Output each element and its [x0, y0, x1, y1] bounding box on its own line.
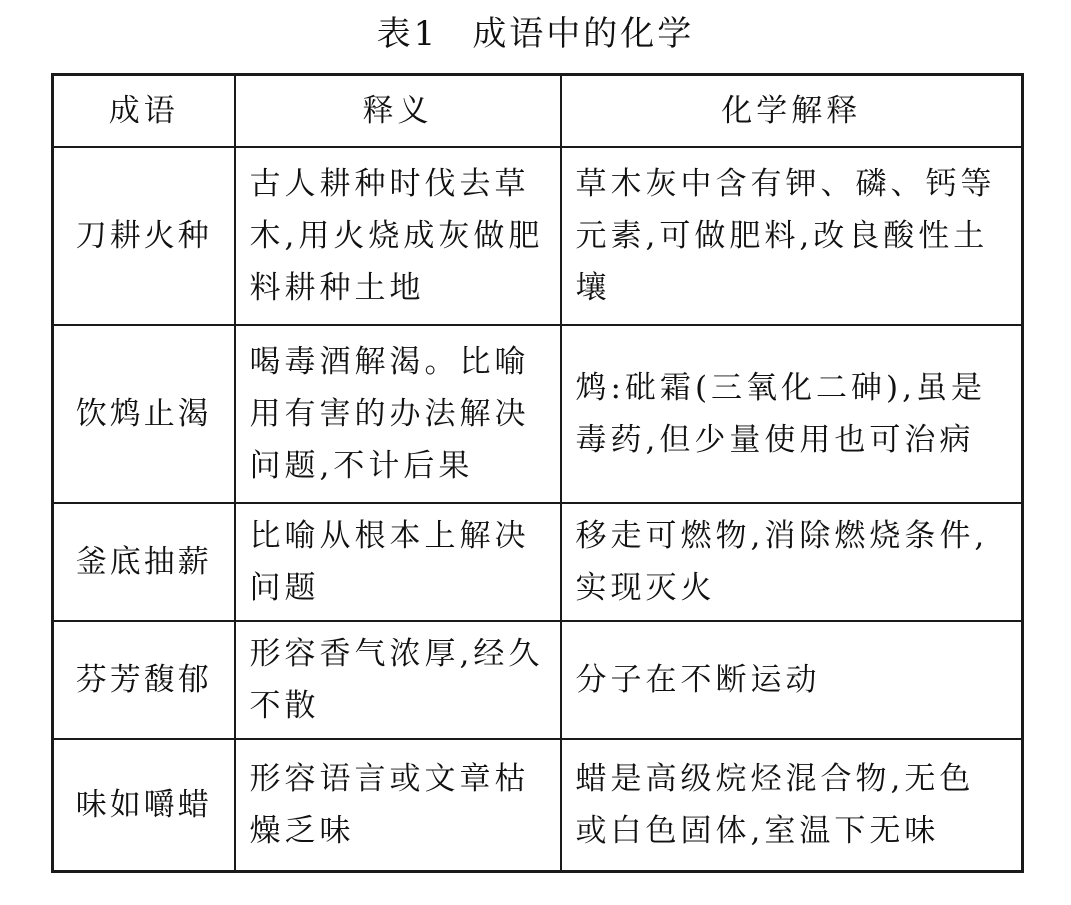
header-chemistry: 化学解释	[561, 75, 1023, 148]
chemistry-cell: 草木灰中含有钾、磷、钙等元素,可做肥料,改良酸性土壤	[561, 147, 1023, 325]
meaning-cell: 形容香气浓厚,经久不散	[235, 621, 561, 739]
chemistry-cell: 移走可燃物,消除燃烧条件,实现灭火	[561, 503, 1023, 621]
header-row	[53, 75, 1023, 148]
idiom-chemistry-table	[51, 73, 1024, 873]
chemistry-cell: 鸩:砒霜(三氧化二砷),虽是毒药,但少量使用也可治病	[561, 325, 1023, 503]
chemistry-cell: 蜡是高级烷烃混合物,无色或白色固体,室温下无味	[561, 739, 1023, 872]
table-row	[53, 147, 1023, 325]
header-meaning: 释义	[235, 75, 561, 148]
meaning-cell: 比喻从根本上解决问题	[235, 503, 561, 621]
header-idiom: 成语	[53, 75, 235, 148]
table-row	[53, 739, 1023, 872]
table-row	[53, 325, 1023, 503]
meaning-cell: 古人耕种时伐去草木,用火烧成灰做肥料耕种土地	[235, 147, 561, 325]
meaning-cell: 形容语言或文章枯燥乏味	[235, 739, 561, 872]
idiom-cell: 饮鸩止渴	[53, 325, 235, 503]
table-caption	[0, 12, 1071, 56]
idiom-cell: 味如嚼蜡	[53, 739, 235, 872]
chemistry-cell: 分子在不断运动	[561, 621, 1023, 739]
idiom-cell: 芬芳馥郁	[53, 621, 235, 739]
table-number: 表1	[376, 14, 439, 54]
idiom-cell: 刀耕火种	[53, 147, 235, 325]
table-row	[53, 503, 1023, 621]
table-title: 成语中的化学	[472, 14, 695, 54]
table-row	[53, 621, 1023, 739]
meaning-cell: 喝毒酒解渴。比喻用有害的办法解决问题,不计后果	[235, 325, 561, 503]
idiom-cell: 釜底抽薪	[53, 503, 235, 621]
